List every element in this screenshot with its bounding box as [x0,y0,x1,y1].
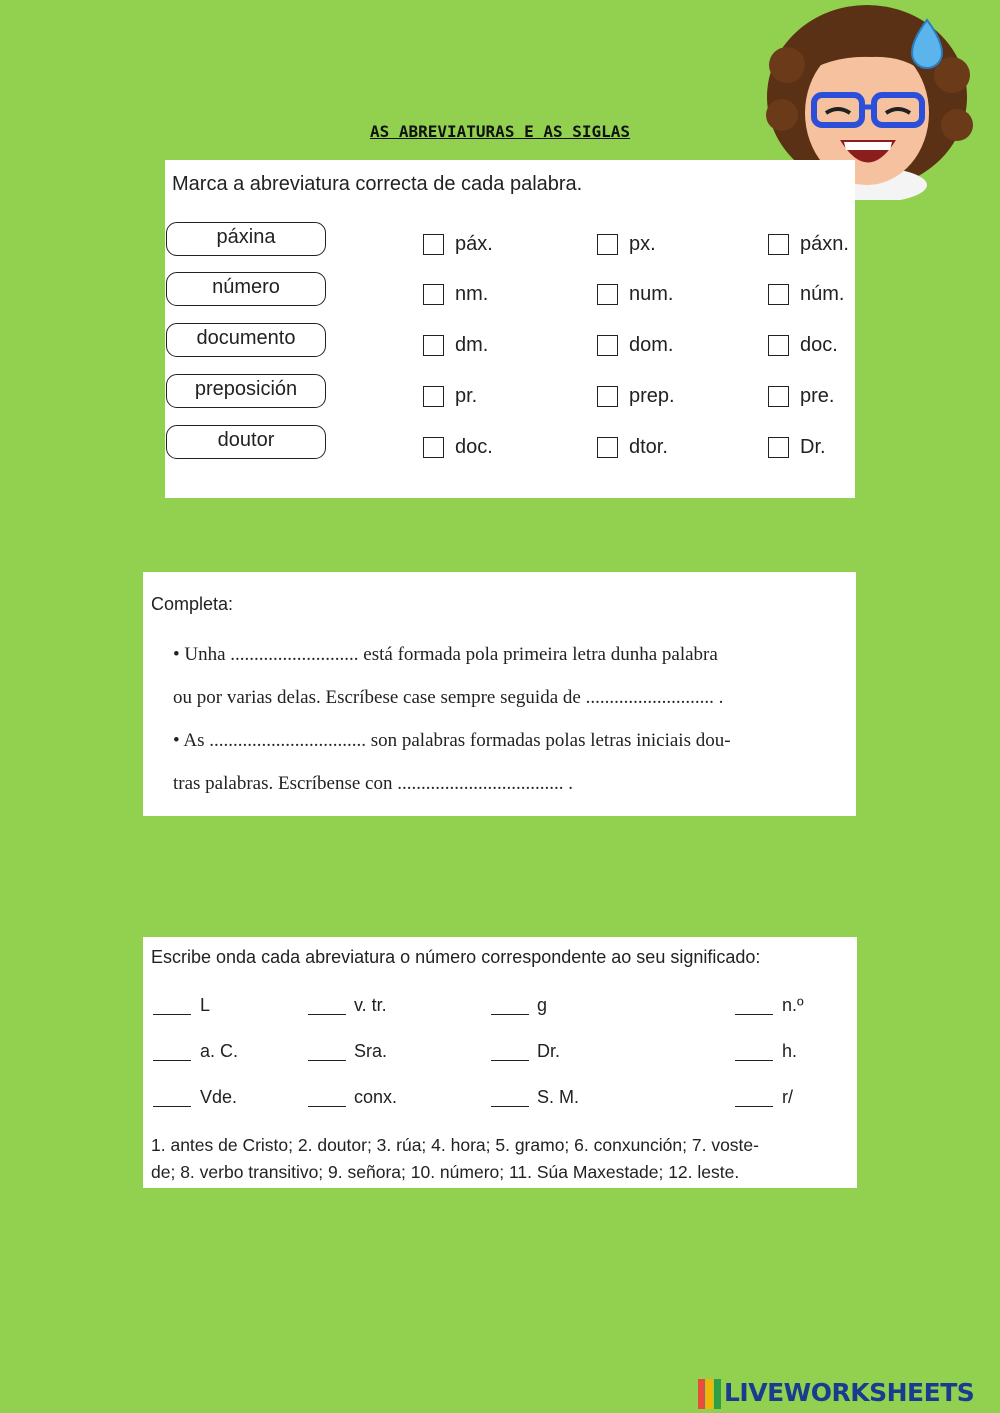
live-badge-icon [698,1379,722,1409]
abbreviation: g [537,995,548,1015]
option-label: páx. [455,233,493,255]
checkbox[interactable] [597,335,618,356]
abbreviation: Sra. [354,1041,388,1061]
meanings-key: de; 8. verbo transitivo; 9. señora; 10. número; 11. Súa Maxestade; 12. leste. [151,1162,740,1182]
checkbox[interactable] [768,335,789,356]
checkbox[interactable] [768,234,789,255]
abbreviation: a. C. [200,1041,239,1061]
text-line: • Unha ........................... está formada pola primeira letra dunha palabra [173,644,718,665]
option-label: dom. [629,334,674,356]
option-label: núm. [800,283,845,305]
section2-instruction: Completa: [151,594,234,614]
text-line: • As ................................. son palabras formadas polas letras iniciais dou- [173,730,731,751]
complete-panel [143,572,856,816]
answer-input[interactable] [308,1085,346,1107]
answer-input[interactable] [153,1039,191,1061]
answer-input[interactable] [491,1085,529,1107]
checkbox[interactable] [423,335,444,356]
abbreviation: L [200,995,211,1015]
option-label: nm. [455,283,489,305]
checkbox[interactable] [597,386,618,407]
abbreviation: r/ [782,1087,793,1107]
liveworksheets-logo [698,1376,998,1410]
word-row [165,425,855,465]
worksheet-title: AS ABREVIATURAS E AS SIGLAS [369,122,631,141]
option-label: pr. [455,385,478,407]
word-label: doutor [166,425,326,459]
section1-instruction: Marca a abreviatura correcta de cada palabra. [172,173,583,195]
answer-input[interactable] [491,993,529,1015]
checkbox[interactable] [597,437,618,458]
checkbox[interactable] [597,234,618,255]
option-label: doc. [455,436,493,458]
option-label: Dr. [800,436,826,458]
abbreviation: conx. [354,1087,398,1107]
answer-input[interactable] [491,1039,529,1061]
abbreviation: Vde. [200,1087,238,1107]
choose-abbreviation-panel [165,160,855,498]
option-label: pre. [800,385,835,407]
checkbox[interactable] [768,437,789,458]
option-label: num. [629,283,674,305]
text-line: tras palabras. Escríbense con ................................... . [173,773,573,794]
word-label: documento [166,323,326,357]
meanings-key: 1. antes de Cristo; 2. doutor; 3. rúa; 4. hora; 5. gramo; 6. conxunción; 7. voste- [151,1135,759,1155]
brand-name: LIVEWORKSHEETS [724,1378,975,1407]
abbreviation: h. [782,1041,798,1061]
word-row [165,323,855,363]
answer-input[interactable] [308,1039,346,1061]
answer-input[interactable] [308,993,346,1015]
option-label: páxn. [800,233,849,255]
word-label: preposición [166,374,326,408]
answer-input[interactable] [735,1039,773,1061]
word-label: número [166,272,326,306]
option-label: prep. [629,385,675,407]
section3-instruction: Escribe onda cada abreviatura o número correspondente ao seu significado: [151,947,761,967]
answer-input[interactable] [153,1085,191,1107]
checkbox[interactable] [423,437,444,458]
answer-input[interactable] [735,993,773,1015]
word-label: páxina [166,222,326,256]
answer-input[interactable] [735,1085,773,1107]
checkbox[interactable] [423,284,444,305]
abbreviation: n.º [782,995,804,1015]
word-row [165,272,855,312]
abbreviation: Dr. [537,1041,561,1061]
answer-input[interactable] [153,993,191,1015]
checkbox[interactable] [423,234,444,255]
checkbox[interactable] [768,386,789,407]
option-label: dtor. [629,436,668,458]
word-row [165,374,855,414]
text-line: ou por varias delas. Escríbese case sempre seguida de ........................... . [173,687,724,708]
checkbox[interactable] [768,284,789,305]
checkbox[interactable] [597,284,618,305]
match-number-panel [143,937,857,1188]
checkbox[interactable] [423,386,444,407]
abbreviation: v. tr. [354,995,387,1015]
abbreviation: S. M. [537,1087,580,1107]
option-label: doc. [800,334,838,356]
word-row [165,222,855,262]
option-label: px. [629,233,656,255]
option-label: dm. [455,334,489,356]
